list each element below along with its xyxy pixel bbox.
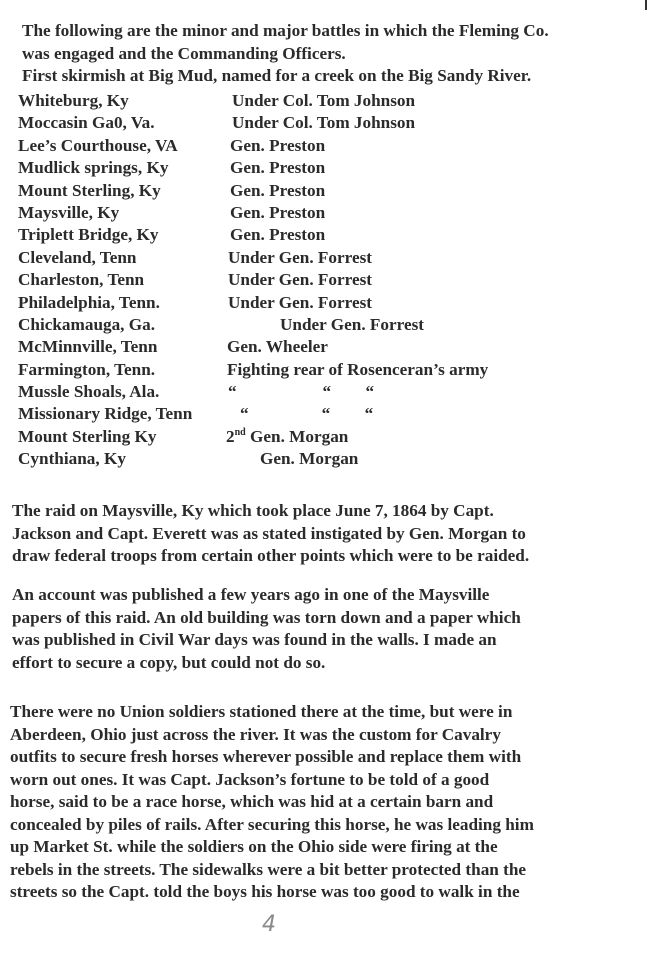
battle-place: Moccasin Ga0, Va.: [18, 113, 155, 133]
battle-row: [18, 381, 638, 403]
battle-row: [18, 426, 638, 448]
battle-place: Cynthiana, Ky: [18, 449, 126, 469]
paragraph-line: worn out ones. It was Capt. Jackson’s fortune to be told of a good: [10, 769, 490, 789]
battle-place: Mudlick springs, Ky: [18, 158, 169, 178]
battle-row: [18, 314, 638, 336]
battle-list: [18, 90, 638, 471]
battle-officer: Gen. Preston: [230, 225, 326, 245]
battle-officer: Gen. Preston: [230, 158, 326, 178]
battle-officer-ditto: “ “ “: [240, 404, 374, 424]
battle-place: Lee’s Courthouse, VA: [18, 135, 178, 155]
battle-place: Charleston, Tenn: [18, 270, 145, 290]
battle-officer: Gen. Wheeler: [227, 337, 328, 357]
paragraph-line: Jackson and Capt. Everett was as stated instigated by Gen. Morgan to: [12, 523, 526, 543]
battle-row: [18, 292, 638, 314]
battle-row: [18, 157, 638, 179]
battle-row: [18, 135, 638, 157]
paragraph-line: was published in Civil War days was found in the walls. I made an: [12, 630, 497, 649]
paragraph-line: rebels in the streets. The sidewalks were a bit better protected than the: [10, 859, 527, 879]
account-paragraph: [12, 584, 642, 674]
battle-row: [18, 359, 638, 381]
intro-line: was engaged and the Commanding Officers.: [22, 43, 346, 63]
paragraph-line: up Market St. while the soldiers on the Ohio side were firing at the: [10, 837, 498, 856]
paragraph-line: concealed by piles of rails. After securing this horse, he was leading him: [10, 814, 534, 834]
officer-name: Gen. Morgan: [245, 426, 349, 446]
raid-paragraph: [12, 500, 642, 568]
battle-row: [18, 269, 638, 291]
paragraph-line: outfits to secure fresh horses wherever possible and replace them with: [10, 747, 522, 766]
battle-place: Triplett Bridge, Ky: [18, 225, 159, 245]
battle-row: [18, 403, 638, 425]
paragraph-line: An account was published a few years ago in one of the Maysville: [12, 585, 490, 604]
battle-place: Mussle Shoals, Ala.: [18, 382, 160, 402]
scan-edge-mark: [645, 0, 647, 10]
battle-officer: Gen. Preston: [230, 135, 326, 155]
battle-place: Missionary Ridge, Tenn: [18, 404, 193, 424]
paragraph-line: The raid on Maysville, Ky which took place June 7, 1864 by Capt.: [12, 501, 494, 520]
battle-place: Mount Sterling, Ky: [18, 180, 161, 200]
paragraph-line: papers of this raid. An old building was torn down and a paper which: [12, 607, 521, 627]
battle-row: [18, 202, 638, 224]
paragraph-line: There were no Union soldiers stationed there at the time, but were in: [10, 702, 513, 721]
paragraph-line: draw federal troops from certain other points which were to be raided.: [12, 546, 530, 565]
intro-paragraph: [22, 20, 642, 88]
battle-row: [18, 336, 638, 358]
intro-line: First skirmish at Big Mud, named for a creek on the Big Sandy River.: [22, 66, 532, 85]
battle-officer: Gen. Morgan: [260, 449, 359, 469]
intro-line: The following are the minor and major battles in which the Fleming Co.: [22, 21, 549, 40]
battle-officer: Under Gen. Forrest: [228, 247, 373, 267]
paragraph-line: Aberdeen, Ohio just across the river. It was the custom for Cavalry: [10, 724, 501, 744]
battle-row: [18, 180, 638, 202]
battle-place: Whiteburg, Ky: [18, 91, 129, 110]
battle-place: Maysville, Ky: [18, 202, 120, 222]
battle-officer: Fighting rear of Rosenceran’s army: [227, 359, 489, 379]
battle-place: Philadelphia, Tenn.: [18, 292, 160, 312]
battle-officer: Under Col. Tom Johnson: [232, 91, 416, 110]
battle-officer: [226, 426, 348, 449]
ordinal-number: 2: [226, 426, 235, 446]
paragraph-line: streets so the Capt. told the boys his horse was too good to walk in the: [10, 882, 520, 901]
ordinal-suffix: nd: [234, 426, 246, 438]
battle-row: [18, 224, 638, 246]
battle-place: Farmington, Tenn.: [18, 359, 156, 379]
battle-officer: Gen. Preston: [230, 202, 326, 222]
battle-officer: Gen. Preston: [230, 180, 326, 200]
battle-place: Cleveland, Tenn: [18, 247, 137, 267]
paragraph-line: horse, said to be a race horse, which was hid at a certain barn and: [10, 792, 494, 811]
page-number: 4: [262, 912, 276, 937]
battle-place: Chickamauga, Ga.: [18, 314, 156, 334]
paragraph-line: effort to secure a copy, but could not do so.: [12, 652, 326, 672]
battle-row: [18, 247, 638, 269]
battle-officer: Under Col. Tom Johnson: [232, 113, 416, 133]
battle-officer: Under Gen. Forrest: [228, 292, 373, 312]
battle-officer: Under Gen. Forrest: [280, 314, 425, 334]
battle-place: Mount Sterling Ky: [18, 426, 157, 446]
battle-officer: Under Gen. Forrest: [228, 270, 373, 290]
battle-row: [18, 448, 638, 470]
battle-row: [18, 112, 638, 134]
battle-row: [18, 90, 638, 112]
battle-officer-ditto: “ “ “: [228, 382, 375, 402]
battle-place: McMinnville, Tenn: [18, 337, 158, 357]
union-soldiers-paragraph: [10, 701, 640, 904]
